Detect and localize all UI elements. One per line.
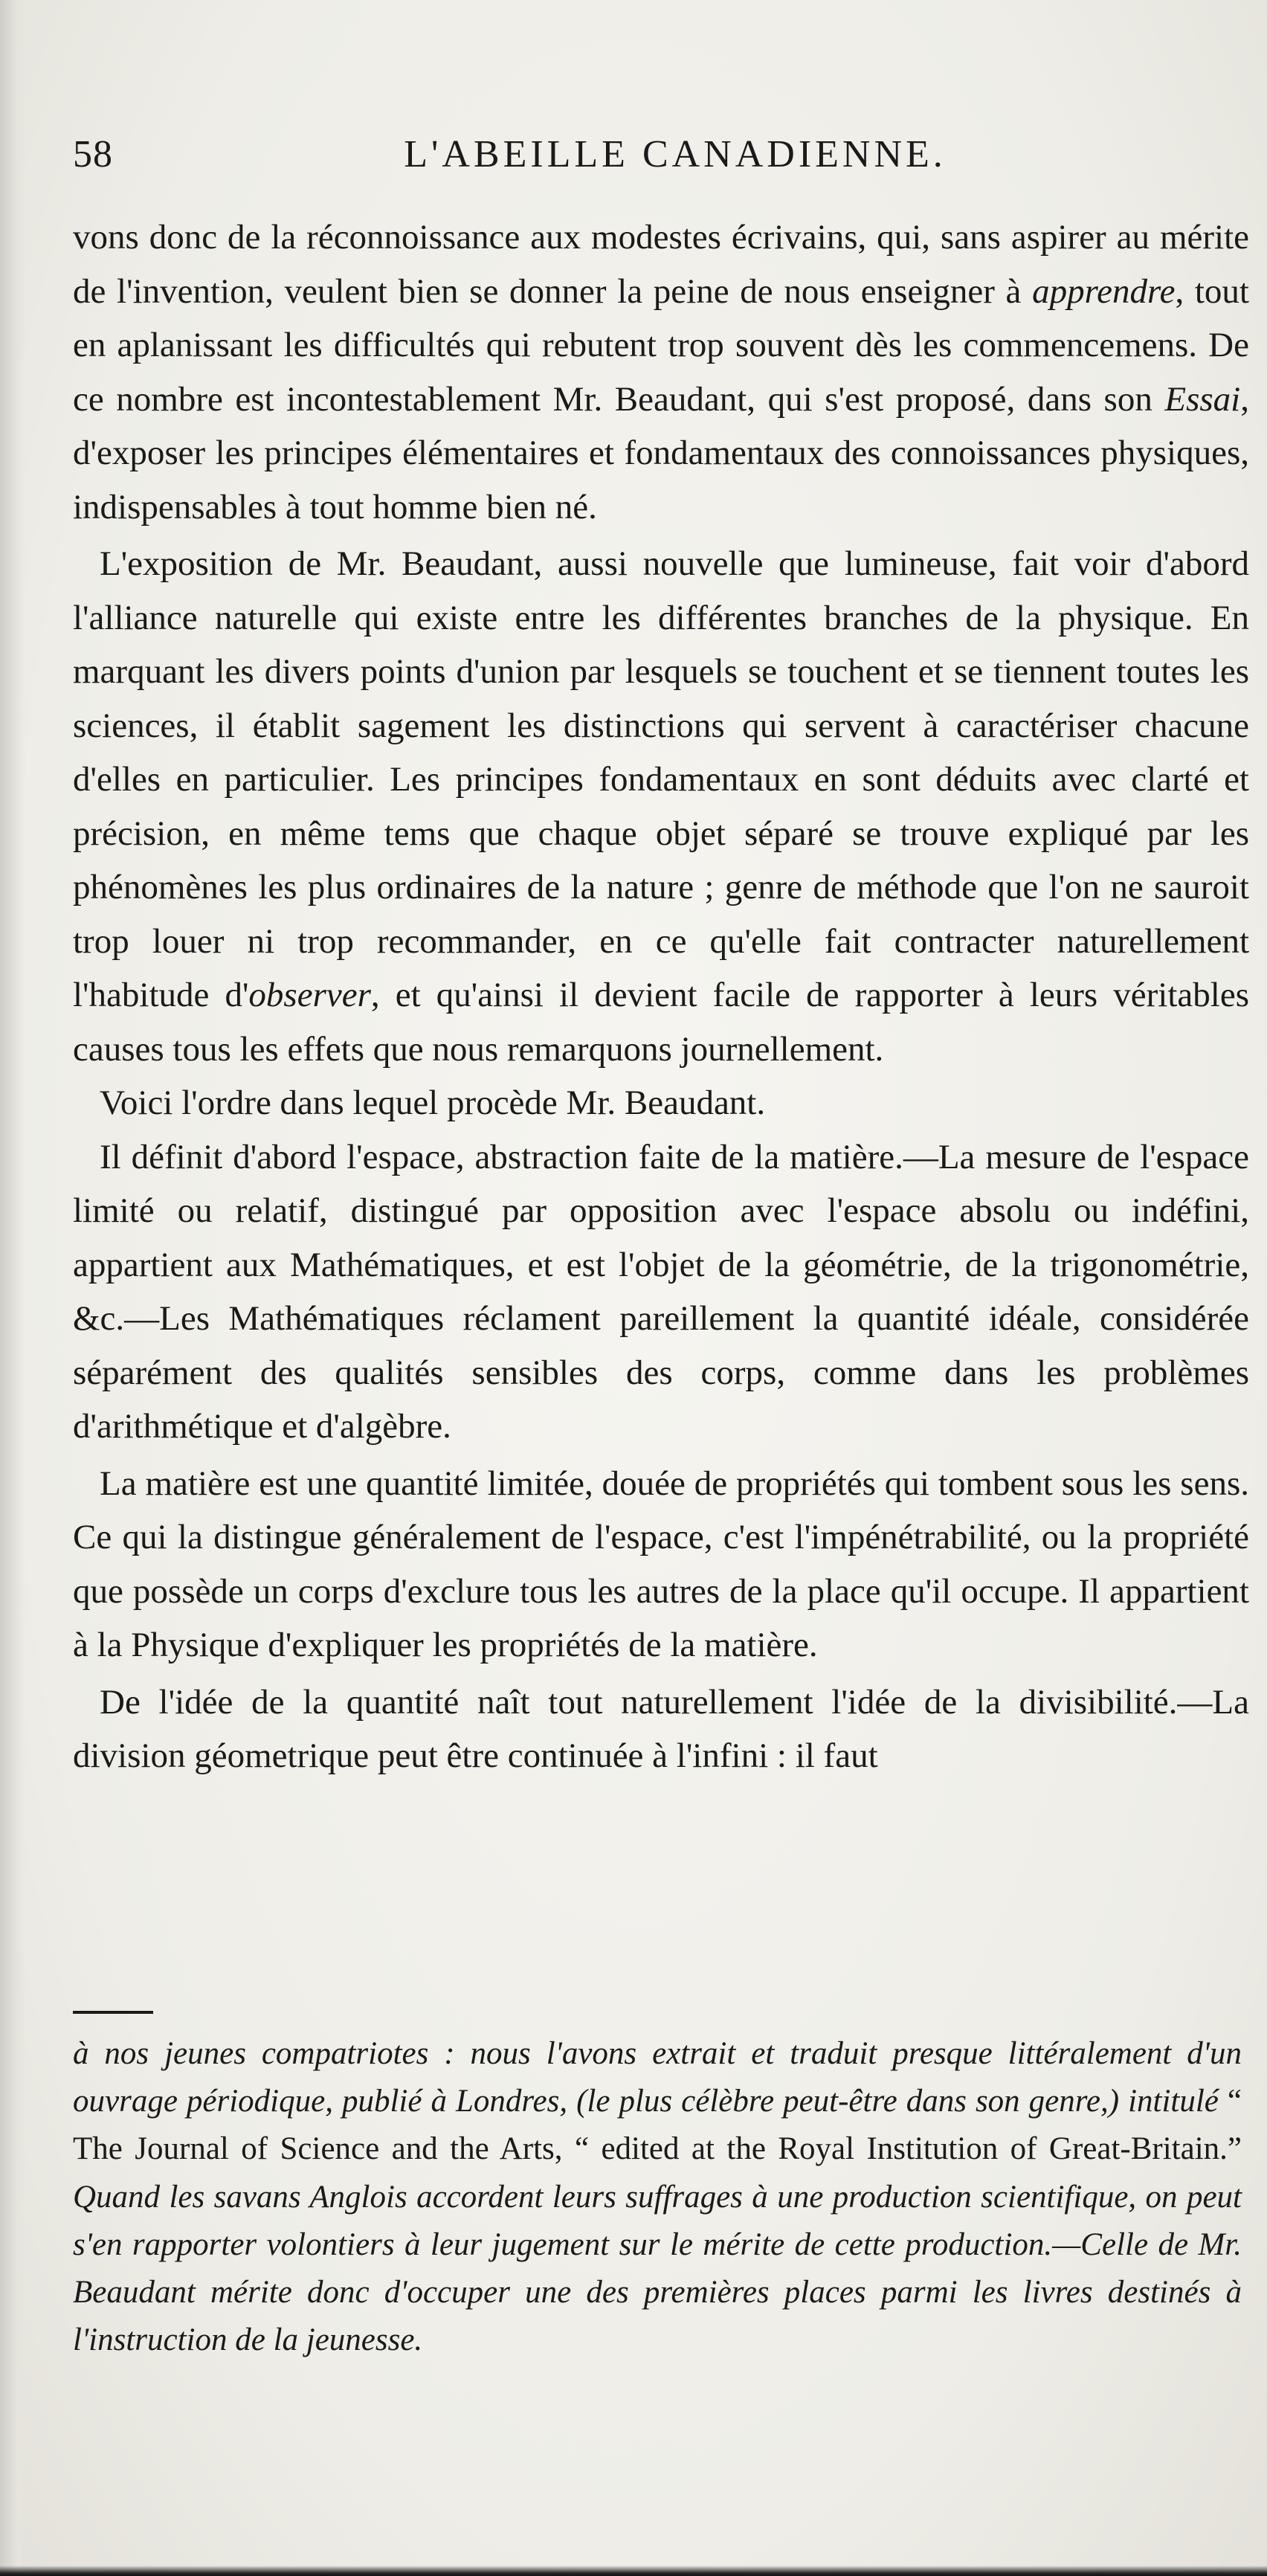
paragraph-5: La matière est une quantité limitée, douée de propriétés qui tombent sous les sens. Ce qui la distingue généralement de l'espace, c'est l'impénétrabilité, ou la propriété que possède un corps d'exclure tous les autres de la place qu'il occupe. Il appartient à la Physique d'expliquer les propriétés de la matière. [73, 1464, 1249, 1664]
footnote-paragraph [73, 2030, 1242, 2364]
bottom-edge [0, 2566, 1267, 2576]
paragraph-2-text-b: , et qu'ainsi il devient facile de rapporter à leurs véritables causes tous les effets que nous remarquons journellement. [73, 976, 1249, 1069]
footnote [73, 2030, 1242, 2364]
running-title: L'ABEILLE CANADIENNE. [404, 133, 947, 176]
paragraph-6: De l'idée de la quantité naît tout naturellement l'idée de la divisibilité.—La division géometrique peut être continuée à l'infini : il faut [73, 1682, 1249, 1775]
paragraph-1-text-b: , tout en aplanissant les difficultés qui rebutent trop souvent dès les commencemens. De ce nombre est incontestablement Mr. Beaudant, qui s'est proposé, dans son [73, 271, 1249, 419]
footnote-text-b: Quand les savans Anglois accordent leurs suffrages à une production scientifique, on peut s'en rapporter volontiers à leur jugement sur le mérite de cette production.—Celle de Mr. Beaudant mérite donc d'occuper une des premières places parmi les livres destinés à l'instruction de la jeunesse. [73, 2179, 1242, 2358]
paragraph-1-italic-apprendre: apprendre [1032, 271, 1176, 311]
footnote-text-a: à nos jeunes compatriotes : nous l'avons extrait et traduit presque littéralement d'un ouvrage périodique, publié à Londres, (le plus célèbre peut-être dans son genre,) intitulé [73, 2036, 1242, 2119]
page-number: 58 [73, 133, 113, 176]
paragraph-2-italic-observer: observer [248, 976, 371, 1014]
paragraph-3: Voici l'ordre dans lequel procède Mr. Beaudant. [100, 1083, 766, 1122]
page-header [73, 132, 1233, 184]
paragraph-1-text-c: , d'exposer les principes élémentaires et fondamentaux des connoissances physiques, indispensables à tout homme bien né. [73, 379, 1249, 527]
paragraph-2 [73, 537, 1249, 1076]
footnote-journal-title: “ The Journal of Science and the Arts, “ edited at the Royal Institution of Great-Britain.” [73, 2084, 1242, 2167]
body-text [73, 210, 1249, 1783]
paragraph-4: Il définit d'abord l'espace, abstraction faite de la matière.—La mesure de l'espace limité ou relatif, distingué par opposition avec l'espace absolu ou indéfini, appartient aux Mathématiques, et est l'objet de la géométrie, de la trigonométrie, &c.—Les Mathématiques réclament pareillement la quantité idéale, considérée séparément des qualités sensibles des corps, comme dans les problèmes d'arithmétique et d'algèbre. [73, 1137, 1249, 1446]
paragraph-1-italic-essai: Essai [1164, 379, 1241, 419]
page-edge-shadow [0, 0, 25, 2576]
footnote-rule [73, 2011, 153, 2014]
paragraph-2-text-a: L'exposition de Mr. Beaudant, aussi nouvelle que lumineuse, fait voir d'abord l'alliance naturelle qui existe entre les différentes branches de la physique. En marquant les divers points d'union par lesquels se touchent et se tiennent toutes les sciences, il établit sagement les distinctions qui servent à caractériser chacune d'elles en particulier. Les principes fondamentaux en sont déduits avec clarté et précision, en même tems que chaque objet séparé se trouve expliqué par les phénomènes les plus ordinaires de la nature ; genre de méthode que l'on ne sauroit trop louer ni trop recommander, en ce qu'elle fait contracter naturellement l'habitude d' [73, 544, 1249, 1014]
paragraph-1 [73, 210, 1249, 534]
paragraph-1-text-a: vons donc de la réconnoissance aux modestes écrivains, qui, sans aspirer au mérite de l'invention, veulent bien se donner la peine de nous enseigner à [73, 218, 1249, 311]
